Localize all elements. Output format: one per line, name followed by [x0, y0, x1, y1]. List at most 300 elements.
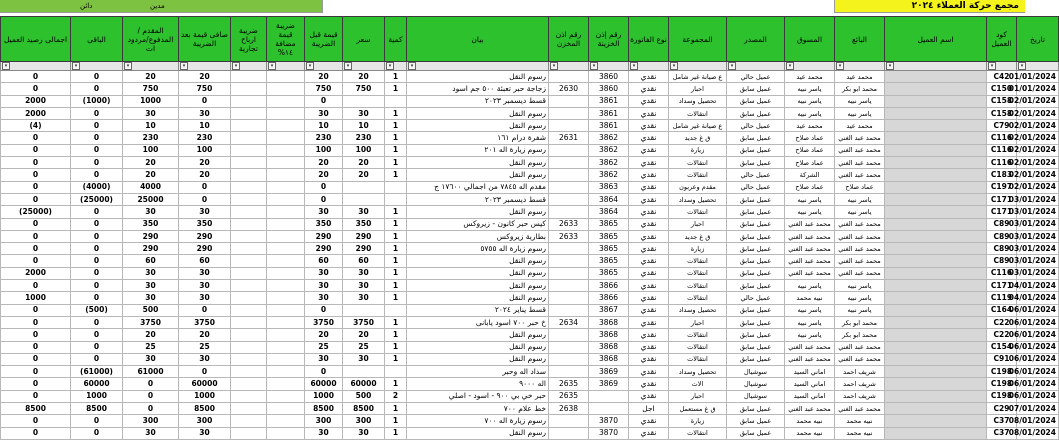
table-cell[interactable]: رسوم النقل: [407, 341, 549, 353]
table-cell[interactable]: [267, 255, 305, 267]
table-cell[interactable]: [549, 71, 589, 83]
table-cell[interactable]: احبار: [669, 316, 727, 328]
table-cell[interactable]: 08/01/2024: [1017, 415, 1059, 427]
table-cell[interactable]: [549, 243, 589, 255]
table-cell[interactable]: 0: [1, 71, 71, 83]
table-cell[interactable]: C91: [987, 353, 1017, 365]
table-cell[interactable]: [885, 341, 987, 353]
table-cell[interactable]: 1: [385, 403, 407, 415]
table-cell[interactable]: 0: [71, 157, 123, 169]
table-cell[interactable]: 20: [343, 71, 385, 83]
table-cell[interactable]: [231, 71, 267, 83]
table-cell[interactable]: [549, 267, 589, 279]
table-cell[interactable]: الشركة: [785, 169, 835, 181]
table-cell[interactable]: 30: [343, 107, 385, 119]
table-cell[interactable]: 0: [1, 181, 71, 193]
table-cell[interactable]: 30: [343, 280, 385, 292]
table-cell[interactable]: محمد عبد الغني: [785, 255, 835, 267]
table-cell[interactable]: C37: [987, 427, 1017, 439]
table-cell[interactable]: [267, 95, 305, 107]
table-cell[interactable]: [549, 169, 589, 181]
table-cell[interactable]: 02/01/2024: [1017, 107, 1059, 119]
table-cell[interactable]: 30: [305, 427, 343, 439]
table-cell[interactable]: عميل سابق: [727, 280, 785, 292]
table-cell[interactable]: عماد صلاح: [785, 181, 835, 193]
table-cell[interactable]: 30: [179, 206, 231, 218]
table-cell[interactable]: [231, 329, 267, 341]
table-cell[interactable]: 2633: [549, 230, 589, 242]
table-cell[interactable]: 230: [123, 132, 179, 144]
table-cell[interactable]: 0: [305, 304, 343, 316]
table-cell[interactable]: 750: [179, 83, 231, 95]
filter-dropdown-icon[interactable]: ▾: [630, 62, 638, 70]
table-cell[interactable]: بطارية زيروكس: [407, 230, 549, 242]
table-cell[interactable]: محمد عيد: [835, 120, 885, 132]
table-cell[interactable]: نقدي: [629, 83, 669, 95]
table-cell[interactable]: رسوم النقل: [407, 120, 549, 132]
table-cell[interactable]: 8500: [1, 403, 71, 415]
table-cell[interactable]: عميل حالي: [727, 120, 785, 132]
table-cell[interactable]: 0: [71, 341, 123, 353]
table-cell[interactable]: [267, 71, 305, 83]
table-cell[interactable]: ياسر نبيه: [835, 206, 885, 218]
table-cell[interactable]: [885, 132, 987, 144]
table-cell[interactable]: عميل سابق: [727, 403, 785, 415]
table-cell[interactable]: 20: [343, 329, 385, 341]
table-cell[interactable]: 3861: [589, 120, 629, 132]
table-cell[interactable]: عماد صلاح: [835, 181, 885, 193]
table-cell[interactable]: [885, 316, 987, 328]
table-cell[interactable]: عميل سابق: [727, 267, 785, 279]
table-cell[interactable]: 2: [385, 390, 407, 402]
table-cell[interactable]: 02/01/2024: [1017, 144, 1059, 156]
table-cell[interactable]: 290: [343, 230, 385, 242]
table-cell[interactable]: 0: [1, 218, 71, 230]
table-cell[interactable]: نقدي: [629, 353, 669, 365]
table-cell[interactable]: 0: [1, 390, 71, 402]
table-cell[interactable]: [885, 403, 987, 415]
table-cell[interactable]: 290: [179, 230, 231, 242]
filter-dropdown-icon[interactable]: ▾: [306, 62, 314, 70]
table-cell[interactable]: محمد عبد الغني: [835, 230, 885, 242]
table-cell[interactable]: 350: [343, 218, 385, 230]
table-cell[interactable]: محمد عبد الغني: [835, 255, 885, 267]
table-cell[interactable]: 60000: [71, 378, 123, 390]
table-cell[interactable]: ق غ جديد: [669, 132, 727, 144]
table-cell[interactable]: 0: [71, 107, 123, 119]
table-cell[interactable]: 3866: [589, 280, 629, 292]
table-cell[interactable]: 60: [123, 255, 179, 267]
table-cell[interactable]: [885, 378, 987, 390]
table-cell[interactable]: [231, 107, 267, 119]
table-cell[interactable]: انتقالات: [669, 206, 727, 218]
table-cell[interactable]: 0: [1, 366, 71, 378]
table-cell[interactable]: زيارة: [669, 144, 727, 156]
table-cell[interactable]: [549, 366, 589, 378]
column-header[interactable]: ضريبة قيمة مضافة ١٤%: [267, 17, 305, 62]
table-cell[interactable]: 290: [123, 243, 179, 255]
table-cell[interactable]: 1: [385, 292, 407, 304]
table-cell[interactable]: رسوم النقل: [407, 107, 549, 119]
table-cell[interactable]: [267, 329, 305, 341]
table-cell[interactable]: [885, 193, 987, 205]
table-cell[interactable]: انتقالات: [669, 157, 727, 169]
table-cell[interactable]: 30: [123, 353, 179, 365]
table-cell[interactable]: رسوم النقل: [407, 157, 549, 169]
table-cell[interactable]: نقدي: [629, 329, 669, 341]
table-cell[interactable]: 3862: [589, 132, 629, 144]
table-cell[interactable]: عميل سابق: [727, 427, 785, 439]
table-cell[interactable]: 0: [71, 71, 123, 83]
table-cell[interactable]: [385, 193, 407, 205]
table-cell[interactable]: 230: [343, 132, 385, 144]
table-cell[interactable]: 1: [385, 120, 407, 132]
table-cell[interactable]: ياسر نبيه: [835, 304, 885, 316]
table-cell[interactable]: [231, 218, 267, 230]
table-cell[interactable]: عميل سابق: [727, 329, 785, 341]
table-cell[interactable]: [885, 304, 987, 316]
table-cell[interactable]: 3750: [305, 316, 343, 328]
column-header[interactable]: المجموعة: [669, 17, 727, 62]
table-cell[interactable]: [885, 427, 987, 439]
table-cell[interactable]: 3865: [589, 218, 629, 230]
filter-dropdown-icon[interactable]: ▾: [1018, 62, 1026, 70]
table-cell[interactable]: 08/01/2024: [1017, 427, 1059, 439]
table-cell[interactable]: الات: [669, 378, 727, 390]
table-cell[interactable]: محمد عبد الغني: [835, 169, 885, 181]
table-cell[interactable]: 30: [123, 267, 179, 279]
table-cell[interactable]: 30: [179, 292, 231, 304]
table-cell[interactable]: ياسر نبيه: [835, 193, 885, 205]
table-cell[interactable]: 20: [123, 71, 179, 83]
table-cell[interactable]: [343, 193, 385, 205]
table-cell[interactable]: 8500: [71, 403, 123, 415]
table-cell[interactable]: 03/01/2024: [1017, 230, 1059, 242]
filter-dropdown-icon[interactable]: ▾: [988, 62, 996, 70]
table-cell[interactable]: 20: [343, 169, 385, 181]
table-cell[interactable]: C150: [987, 83, 1017, 95]
table-cell[interactable]: [885, 218, 987, 230]
table-cell[interactable]: 60000: [305, 378, 343, 390]
table-cell[interactable]: 06/01/2024: [1017, 316, 1059, 328]
table-cell[interactable]: 3870: [589, 415, 629, 427]
table-cell[interactable]: [231, 230, 267, 242]
table-cell[interactable]: محمد عبد الغني: [785, 403, 835, 415]
table-cell[interactable]: شريف احمد: [835, 378, 885, 390]
table-cell[interactable]: [267, 316, 305, 328]
table-cell[interactable]: [885, 366, 987, 378]
filter-dropdown-icon[interactable]: ▾: [268, 62, 276, 70]
table-cell[interactable]: ياسر نبيه: [835, 280, 885, 292]
table-cell[interactable]: [267, 353, 305, 365]
table-cell[interactable]: [267, 218, 305, 230]
table-cell[interactable]: 20: [305, 329, 343, 341]
table-cell[interactable]: [549, 353, 589, 365]
table-cell[interactable]: 04/01/2024: [1017, 292, 1059, 304]
table-cell[interactable]: 0: [1, 341, 71, 353]
table-cell[interactable]: 1: [385, 71, 407, 83]
table-cell[interactable]: 02/01/2024: [1017, 169, 1059, 181]
table-cell[interactable]: [267, 243, 305, 255]
table-cell[interactable]: [267, 193, 305, 205]
table-cell[interactable]: انتقالات: [669, 267, 727, 279]
table-cell[interactable]: [267, 157, 305, 169]
table-cell[interactable]: 350: [179, 218, 231, 230]
table-cell[interactable]: [885, 107, 987, 119]
table-cell[interactable]: شريف احمد: [835, 390, 885, 402]
table-cell[interactable]: نبيه محمد: [785, 292, 835, 304]
table-cell[interactable]: تحصيل وسداد: [669, 304, 727, 316]
table-cell[interactable]: 10: [305, 120, 343, 132]
table-cell[interactable]: 2638: [549, 403, 589, 415]
table-cell[interactable]: عميل سابق: [727, 206, 785, 218]
table-cell[interactable]: [885, 280, 987, 292]
table-cell[interactable]: تحصيل وسداد: [669, 366, 727, 378]
table-cell[interactable]: عميل سابق: [727, 243, 785, 255]
table-cell[interactable]: احبار: [669, 218, 727, 230]
table-cell[interactable]: 03/01/2024: [1017, 255, 1059, 267]
table-cell[interactable]: 30: [123, 427, 179, 439]
table-cell[interactable]: C42: [987, 71, 1017, 83]
table-cell[interactable]: عميل سابق: [727, 353, 785, 365]
table-cell[interactable]: 0: [1, 353, 71, 365]
table-cell[interactable]: [267, 107, 305, 119]
table-cell[interactable]: 0: [71, 83, 123, 95]
table-cell[interactable]: [549, 304, 589, 316]
table-cell[interactable]: نقدي: [629, 169, 669, 181]
table-cell[interactable]: [231, 403, 267, 415]
table-cell[interactable]: نقدي: [629, 132, 669, 144]
filter-dropdown-icon[interactable]: ▾: [386, 62, 394, 70]
table-cell[interactable]: 1: [385, 341, 407, 353]
table-cell[interactable]: رسوم النقل: [407, 255, 549, 267]
table-cell[interactable]: 0: [1, 243, 71, 255]
table-cell[interactable]: 100: [305, 144, 343, 156]
table-cell[interactable]: 30: [179, 427, 231, 439]
table-cell[interactable]: [885, 230, 987, 242]
table-cell[interactable]: C89: [987, 243, 1017, 255]
table-cell[interactable]: اله ٩٠٠٠: [407, 378, 549, 390]
column-header[interactable]: سعر: [343, 17, 385, 62]
table-cell[interactable]: 60: [179, 255, 231, 267]
table-cell[interactable]: محمد عيد: [835, 71, 885, 83]
table-cell[interactable]: 02/01/2024: [1017, 95, 1059, 107]
table-cell[interactable]: عماد صلاح: [785, 157, 835, 169]
table-cell[interactable]: [885, 71, 987, 83]
table-cell[interactable]: 0: [71, 329, 123, 341]
table-cell[interactable]: [267, 206, 305, 218]
table-cell[interactable]: 06/01/2024: [1017, 329, 1059, 341]
table-cell[interactable]: زيارة: [669, 243, 727, 255]
filter-dropdown-icon[interactable]: ▾: [728, 62, 736, 70]
table-cell[interactable]: [549, 193, 589, 205]
table-cell[interactable]: نقدي: [629, 427, 669, 439]
table-cell[interactable]: 30: [343, 427, 385, 439]
column-header[interactable]: الباقى: [71, 17, 123, 62]
table-cell[interactable]: [885, 292, 987, 304]
table-cell[interactable]: 1000: [71, 390, 123, 402]
table-cell[interactable]: قسط ديسمبر ٢٠٢٣: [407, 95, 549, 107]
table-cell[interactable]: 02/01/2024: [1017, 132, 1059, 144]
table-cell[interactable]: 3865: [589, 255, 629, 267]
table-cell[interactable]: انتقالات: [669, 341, 727, 353]
table-cell[interactable]: [885, 120, 987, 132]
table-cell[interactable]: [231, 181, 267, 193]
column-header[interactable]: رقم إذن الخزينة: [589, 17, 629, 62]
table-cell[interactable]: 2000: [1, 267, 71, 279]
table-cell[interactable]: 290: [179, 243, 231, 255]
table-cell[interactable]: خ حبر ٧٠٠ اسود يابانى: [407, 316, 549, 328]
table-cell[interactable]: 3865: [589, 230, 629, 242]
table-cell[interactable]: 25: [123, 341, 179, 353]
table-cell[interactable]: اماني السيد: [785, 378, 835, 390]
table-cell[interactable]: [589, 390, 629, 402]
table-cell[interactable]: عماد صلاح: [785, 144, 835, 156]
table-cell[interactable]: 3865: [589, 243, 629, 255]
table-cell[interactable]: 0: [71, 243, 123, 255]
table-cell[interactable]: 3750: [179, 316, 231, 328]
table-cell[interactable]: انتقالات: [669, 107, 727, 119]
table-cell[interactable]: 2631: [549, 132, 589, 144]
column-header[interactable]: ضريبة ارباح تجارية: [231, 17, 267, 62]
table-cell[interactable]: 20: [179, 169, 231, 181]
table-cell[interactable]: ع صيانة غير شامل: [669, 120, 727, 132]
table-cell[interactable]: [231, 144, 267, 156]
table-cell[interactable]: 0: [71, 353, 123, 365]
table-cell[interactable]: C29: [987, 403, 1017, 415]
table-cell[interactable]: اجل: [629, 403, 669, 415]
table-cell[interactable]: رسوم النقل: [407, 169, 549, 181]
table-cell[interactable]: [885, 353, 987, 365]
table-cell[interactable]: [231, 280, 267, 292]
table-cell[interactable]: 0: [179, 95, 231, 107]
filter-dropdown-icon[interactable]: ▾: [550, 62, 558, 70]
table-cell[interactable]: 1: [385, 218, 407, 230]
table-cell[interactable]: نقدي: [629, 95, 669, 107]
table-cell[interactable]: محمد عبد الغني: [785, 341, 835, 353]
table-cell[interactable]: C89: [987, 255, 1017, 267]
table-cell[interactable]: نقدي: [629, 181, 669, 193]
table-cell[interactable]: نقدي: [629, 316, 669, 328]
table-cell[interactable]: 0: [1, 378, 71, 390]
column-header[interactable]: البائع: [835, 17, 885, 62]
column-header[interactable]: اجمالى رصيد العميل: [1, 17, 71, 62]
table-cell[interactable]: 1: [385, 157, 407, 169]
column-header[interactable]: المصدر: [727, 17, 785, 62]
table-cell[interactable]: C183: [987, 169, 1017, 181]
table-cell[interactable]: ع صيانة غير شامل: [669, 71, 727, 83]
table-cell[interactable]: 0: [71, 255, 123, 267]
table-cell[interactable]: زجاجة حبر تعبئة ٥٠٠ جم اسود: [407, 83, 549, 95]
table-cell[interactable]: 3750: [123, 316, 179, 328]
table-cell[interactable]: ياسر نبيه: [785, 304, 835, 316]
table-cell[interactable]: رسوم النقل: [407, 206, 549, 218]
table-cell[interactable]: [885, 415, 987, 427]
table-cell[interactable]: 0: [71, 144, 123, 156]
table-cell[interactable]: [885, 169, 987, 181]
table-cell[interactable]: 0: [1, 304, 71, 316]
filter-dropdown-icon[interactable]: ▾: [670, 62, 678, 70]
table-cell[interactable]: 30: [305, 292, 343, 304]
table-cell[interactable]: [267, 292, 305, 304]
table-cell[interactable]: نقدي: [629, 366, 669, 378]
table-cell[interactable]: 2634: [549, 316, 589, 328]
table-cell[interactable]: [267, 230, 305, 242]
table-cell[interactable]: [231, 267, 267, 279]
table-cell[interactable]: 3867: [589, 304, 629, 316]
table-cell[interactable]: [267, 144, 305, 156]
table-cell[interactable]: 1000: [179, 390, 231, 402]
table-cell[interactable]: C158: [987, 95, 1017, 107]
table-cell[interactable]: عميل سابق: [727, 230, 785, 242]
filter-dropdown-icon[interactable]: ▾: [124, 62, 132, 70]
table-cell[interactable]: محمد عبد الغني: [835, 243, 885, 255]
table-cell[interactable]: 1: [385, 316, 407, 328]
table-cell[interactable]: انتقالات: [669, 292, 727, 304]
table-cell[interactable]: 30: [305, 206, 343, 218]
table-cell[interactable]: 500: [123, 304, 179, 316]
table-cell[interactable]: [885, 157, 987, 169]
filter-dropdown-icon[interactable]: ▾: [180, 62, 188, 70]
table-cell[interactable]: 1: [385, 169, 407, 181]
table-cell[interactable]: محمد عبد الغني: [835, 341, 885, 353]
filter-dropdown-icon[interactable]: ▾: [590, 62, 598, 70]
table-cell[interactable]: [231, 95, 267, 107]
table-cell[interactable]: C116: [987, 267, 1017, 279]
table-cell[interactable]: حبر خي بي ٩٠٠ - اسود - اصلي: [407, 390, 549, 402]
filter-dropdown-icon[interactable]: ▾: [886, 62, 894, 70]
table-cell[interactable]: [549, 120, 589, 132]
table-cell[interactable]: نقدي: [629, 341, 669, 353]
table-cell[interactable]: محمد عيد: [785, 71, 835, 83]
table-cell[interactable]: انتقالات: [669, 353, 727, 365]
table-cell[interactable]: 290: [343, 243, 385, 255]
table-cell[interactable]: ياسر نبيه: [785, 83, 835, 95]
table-cell[interactable]: 0: [179, 366, 231, 378]
table-cell[interactable]: 3862: [589, 169, 629, 181]
table-cell[interactable]: عميل سابق: [727, 341, 785, 353]
table-cell[interactable]: 3860: [589, 71, 629, 83]
table-cell[interactable]: 20: [343, 157, 385, 169]
table-cell[interactable]: 60: [305, 255, 343, 267]
table-cell[interactable]: 0: [1, 132, 71, 144]
table-cell[interactable]: عميل سابق: [727, 304, 785, 316]
table-cell[interactable]: 60: [343, 255, 385, 267]
table-cell[interactable]: 1: [385, 267, 407, 279]
table-cell[interactable]: 30: [343, 267, 385, 279]
table-cell[interactable]: نقدي: [629, 255, 669, 267]
table-cell[interactable]: 1: [385, 255, 407, 267]
table-cell[interactable]: 20: [123, 157, 179, 169]
table-cell[interactable]: C119: [987, 292, 1017, 304]
table-cell[interactable]: ياسر نبيه: [785, 329, 835, 341]
table-cell[interactable]: 30: [343, 292, 385, 304]
table-cell[interactable]: محمد عيد: [785, 120, 835, 132]
table-cell[interactable]: محمد ابو بكر: [835, 83, 885, 95]
table-cell[interactable]: قسط يناير ٢٠٢٤: [407, 304, 549, 316]
table-cell[interactable]: 30: [305, 353, 343, 365]
table-cell[interactable]: [267, 132, 305, 144]
table-cell[interactable]: 3865: [589, 267, 629, 279]
table-cell[interactable]: [231, 415, 267, 427]
table-cell[interactable]: نقدي: [629, 193, 669, 205]
filter-dropdown-icon[interactable]: ▾: [2, 62, 10, 70]
table-cell[interactable]: 0: [305, 181, 343, 193]
table-cell[interactable]: 4000: [123, 181, 179, 193]
table-cell[interactable]: عميل سابق: [727, 415, 785, 427]
table-cell[interactable]: 03/01/2024: [1017, 243, 1059, 255]
table-cell[interactable]: [549, 107, 589, 119]
